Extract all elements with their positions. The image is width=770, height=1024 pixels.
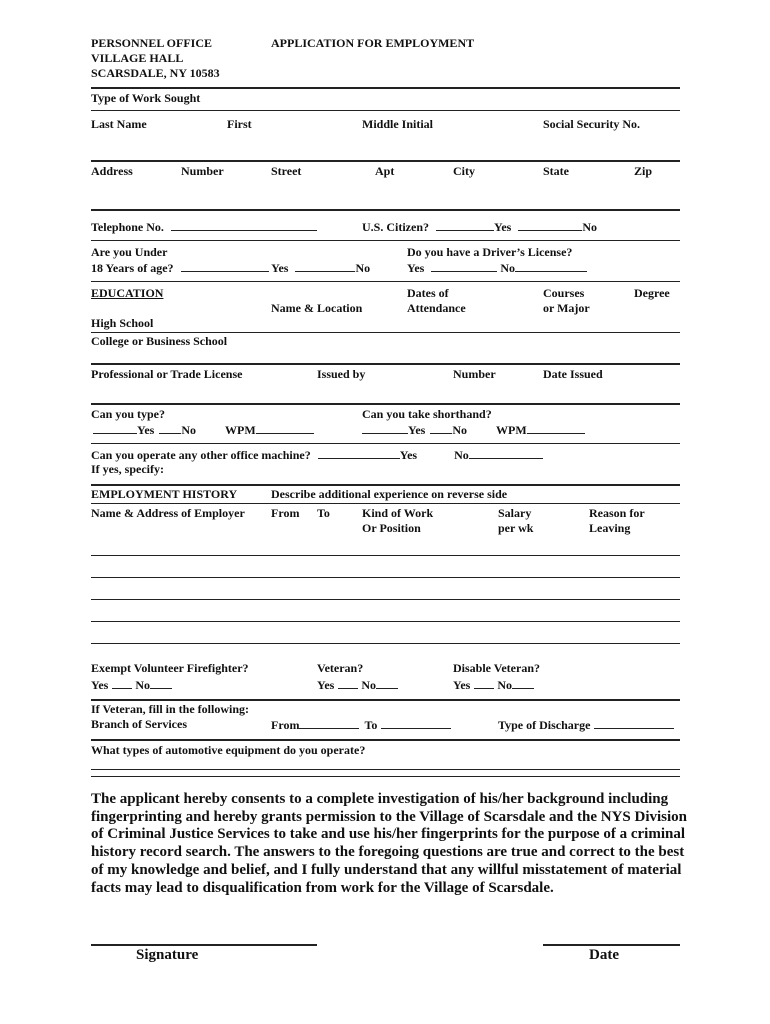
state-label: State bbox=[543, 164, 569, 178]
firefighter-no-label: No bbox=[135, 678, 151, 692]
citizen-yes-field[interactable] bbox=[436, 219, 494, 231]
salary-line1: Salary bbox=[498, 506, 532, 520]
shorthand-yes-label: Yes bbox=[408, 423, 426, 437]
license-no-field[interactable] bbox=[515, 260, 587, 272]
type-answer-row bbox=[91, 422, 314, 438]
specify-label: If yes, specify: bbox=[91, 462, 164, 476]
discharge-row bbox=[498, 717, 674, 733]
veteran-yes-field[interactable] bbox=[338, 677, 358, 689]
employer-column-header: Name & Address of Employer bbox=[91, 506, 245, 520]
office-machine-row bbox=[91, 447, 543, 463]
service-from-field[interactable] bbox=[299, 717, 359, 729]
under-18-yes-label: Yes bbox=[271, 261, 289, 275]
disable-yes-label: Yes bbox=[453, 678, 471, 692]
date-issued-label: Date Issued bbox=[543, 367, 603, 381]
branch-label: Branch of Services bbox=[91, 717, 187, 731]
under-18-no-label: No bbox=[355, 261, 371, 275]
office-machine-no-label: No bbox=[454, 448, 469, 462]
divider bbox=[91, 484, 680, 486]
reason-line1: Reason for bbox=[589, 506, 645, 520]
veteran-question: Veteran? bbox=[317, 661, 364, 675]
firefighter-no-field[interactable] bbox=[150, 677, 172, 689]
divider bbox=[91, 87, 680, 89]
citizen-label: U.S. Citizen? bbox=[362, 220, 429, 234]
date-label: Date bbox=[589, 947, 619, 963]
employment-entry-line[interactable] bbox=[91, 599, 680, 600]
office-line-1: PERSONNEL OFFICE bbox=[91, 36, 213, 50]
address-label: Address bbox=[91, 164, 133, 178]
discharge-field[interactable] bbox=[594, 717, 674, 729]
shorthand-question: Can you take shorthand? bbox=[362, 407, 492, 421]
divider bbox=[91, 160, 680, 162]
divider bbox=[91, 443, 680, 444]
to-column-header: To bbox=[317, 506, 330, 520]
form-title: APPLICATION FOR EMPLOYMENT bbox=[271, 36, 475, 50]
disable-no-label: No bbox=[497, 678, 513, 692]
license-yes-field[interactable] bbox=[431, 260, 497, 272]
zip-label: Zip bbox=[634, 164, 653, 178]
shorthand-wpm-label: WPM bbox=[496, 423, 527, 437]
dates-attendance-line2: Attendance bbox=[407, 301, 466, 315]
courses-line2: or Major bbox=[543, 301, 590, 315]
service-to-label: To bbox=[364, 718, 378, 732]
firefighter-question: Exempt Volunteer Firefighter? bbox=[91, 661, 249, 675]
drivers-license-question: Do you have a Driver’s License? bbox=[407, 245, 573, 259]
degree-label: Degree bbox=[634, 286, 670, 300]
license-number-label: Number bbox=[453, 367, 496, 381]
education-heading: EDUCATION bbox=[91, 286, 164, 300]
type-wpm-label: WPM bbox=[225, 423, 256, 437]
first-name-label: First bbox=[227, 117, 252, 131]
employment-entry-line[interactable] bbox=[91, 577, 680, 578]
license-no-label: No bbox=[500, 261, 516, 275]
citizen-row bbox=[362, 219, 597, 235]
number-label: Number bbox=[181, 164, 224, 178]
divider bbox=[91, 776, 680, 777]
type-yes-label: Yes bbox=[137, 423, 155, 437]
middle-initial-label: Middle Initial bbox=[362, 117, 434, 131]
consent-paragraph: The applicant hereby consents to a complete investigation of his/her background including fingerprinting and hereby grants permission to the Village of Scarsdale and the NYS Division of Criminal Justice Services to take and use his/her fingerprints for the purpose of a criminal history record search. The answers to the foregoing questions are true and correct to the best of my knowledge and belief, and I fully understand that any willful misstatement of material facts may lead to disqualification from work for the Village of Scarsdale. bbox=[91, 791, 688, 896]
shorthand-answer-row bbox=[362, 422, 585, 438]
dates-attendance-line1: Dates of bbox=[407, 286, 449, 300]
salary-line2: per wk bbox=[498, 521, 534, 535]
type-yes-field[interactable] bbox=[93, 422, 137, 434]
firefighter-answer-row bbox=[91, 677, 172, 693]
service-dates-row bbox=[271, 717, 451, 733]
type-question: Can you type? bbox=[91, 407, 166, 421]
signature-label: Signature bbox=[136, 947, 199, 963]
divider bbox=[91, 403, 680, 405]
divider bbox=[91, 739, 680, 741]
citizen-yes-label: Yes bbox=[494, 220, 512, 234]
citizen-no-field[interactable] bbox=[518, 219, 582, 231]
firefighter-yes-field[interactable] bbox=[112, 677, 132, 689]
office-line-2: VILLAGE HALL bbox=[91, 51, 184, 65]
disable-veteran-question: Disable Veteran? bbox=[453, 661, 540, 675]
reason-line2: Leaving bbox=[589, 521, 631, 535]
type-no-label: No bbox=[181, 423, 197, 437]
office-machine-yes-label: Yes bbox=[399, 448, 418, 462]
kind-of-work-line1: Kind of Work bbox=[362, 506, 434, 520]
type-no-field[interactable] bbox=[159, 422, 181, 434]
professional-license-label: Professional or Trade License bbox=[91, 367, 243, 381]
service-to-field[interactable] bbox=[381, 717, 451, 729]
college-label: College or Business School bbox=[91, 334, 228, 348]
issued-by-label: Issued by bbox=[317, 367, 366, 381]
high-school-label: High School bbox=[91, 316, 154, 330]
automotive-answer-line[interactable] bbox=[91, 769, 680, 770]
office-machine-question: Can you operate any other office machine? bbox=[91, 448, 311, 462]
disable-no-field[interactable] bbox=[512, 677, 534, 689]
license-yes-label: Yes bbox=[407, 261, 425, 275]
under-18-yes-field[interactable] bbox=[181, 260, 269, 272]
type-wpm-field[interactable] bbox=[256, 422, 314, 434]
last-name-label: Last Name bbox=[91, 117, 147, 131]
telephone-field[interactable] bbox=[171, 219, 317, 231]
under-18-row bbox=[91, 260, 370, 276]
city-label: City bbox=[453, 164, 475, 178]
veteran-fill-note: If Veteran, fill in the following: bbox=[91, 702, 249, 716]
divider bbox=[91, 332, 680, 333]
from-column-header: From bbox=[271, 506, 300, 520]
street-label: Street bbox=[271, 164, 302, 178]
disable-yes-field[interactable] bbox=[474, 677, 494, 689]
disable-veteran-answer-row bbox=[453, 677, 534, 693]
under-18-line2: 18 Years of age? bbox=[91, 261, 174, 275]
shorthand-wpm-field[interactable] bbox=[527, 422, 585, 434]
veteran-answer-row bbox=[317, 677, 398, 693]
under-18-no-field[interactable] bbox=[295, 260, 355, 272]
date-line[interactable] bbox=[543, 944, 680, 946]
employment-entry-line[interactable] bbox=[91, 555, 680, 556]
discharge-label: Type of Discharge bbox=[498, 718, 591, 732]
office-machine-yes-field[interactable] bbox=[318, 447, 400, 459]
divider bbox=[91, 110, 680, 111]
divider bbox=[91, 503, 680, 504]
shorthand-no-label: No bbox=[452, 423, 468, 437]
firefighter-yes-label: Yes bbox=[91, 678, 109, 692]
veteran-yes-label: Yes bbox=[317, 678, 335, 692]
employment-entry-line[interactable] bbox=[91, 621, 680, 622]
telephone-label: Telephone No. bbox=[91, 220, 164, 234]
divider bbox=[91, 363, 680, 365]
shorthand-yes-field[interactable] bbox=[362, 422, 408, 434]
type-of-work-label: Type of Work Sought bbox=[91, 91, 201, 105]
ssn-label: Social Security No. bbox=[543, 117, 640, 131]
telephone-row bbox=[91, 219, 317, 235]
shorthand-no-field[interactable] bbox=[430, 422, 452, 434]
describe-experience-note: Describe additional experience on reverse side bbox=[271, 487, 508, 501]
under-18-line1: Are you Under bbox=[91, 245, 168, 259]
divider bbox=[91, 699, 680, 701]
office-line-3: SCARSDALE, NY 10583 bbox=[91, 66, 220, 80]
veteran-no-field[interactable] bbox=[376, 677, 398, 689]
divider bbox=[91, 281, 680, 282]
divider bbox=[91, 240, 680, 241]
name-location-label: Name & Location bbox=[271, 301, 363, 315]
apt-label: Apt bbox=[375, 164, 395, 178]
signature-line[interactable] bbox=[91, 944, 317, 946]
citizen-no-label: No bbox=[582, 220, 598, 234]
veteran-no-label: No bbox=[361, 678, 377, 692]
courses-line1: Courses bbox=[543, 286, 585, 300]
kind-of-work-line2: Or Position bbox=[362, 521, 421, 535]
divider bbox=[91, 209, 680, 211]
employment-history-heading: EMPLOYMENT HISTORY bbox=[91, 487, 238, 501]
employment-entry-line[interactable] bbox=[91, 643, 680, 644]
office-machine-no-field[interactable] bbox=[469, 447, 543, 459]
drivers-license-row bbox=[407, 260, 587, 276]
automotive-question: What types of automotive equipment do you operate? bbox=[91, 743, 366, 757]
service-from-label: From bbox=[271, 718, 300, 732]
